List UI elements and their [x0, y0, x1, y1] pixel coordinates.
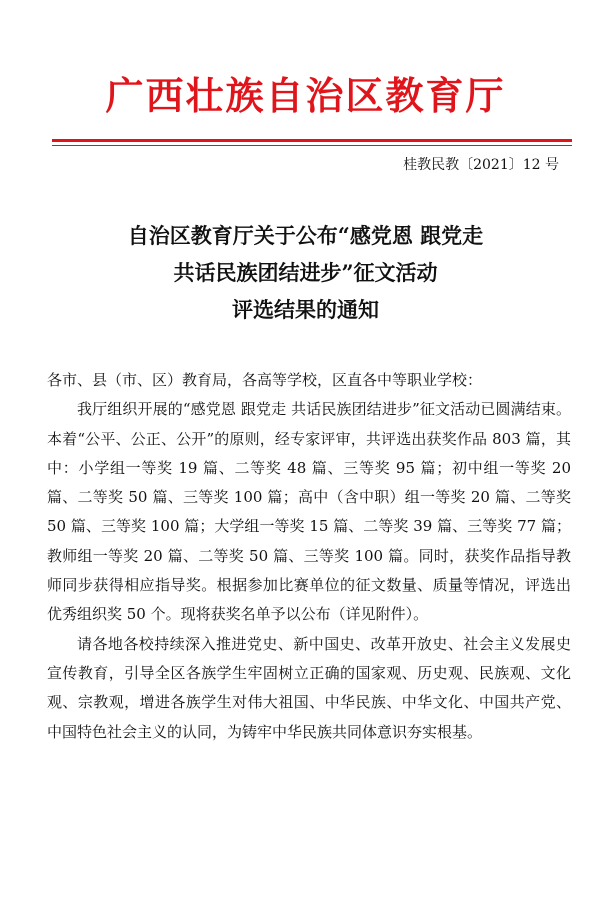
document-title [0, 217, 611, 328]
title-line-3: 评选结果的通知 [232, 297, 379, 322]
salutation: 各市、县（市、区）教育局，各高等学校，区直各中等职业学校： [47, 371, 483, 389]
header-divider-thick [52, 139, 572, 142]
document-number: 桂教民教〔2021〕12 号 [403, 157, 559, 173]
header-divider-thin [52, 145, 572, 146]
title-line-2: 共话民族团结进步”征文活动 [173, 260, 438, 285]
document-body [47, 366, 571, 747]
issuing-authority-header: 广西壮族自治区教育厅 [105, 73, 506, 118]
title-line-1: 自治区教育厅关于公布“感党恩 跟党走 [127, 223, 484, 248]
body-paragraph-2: 请各地各校持续深入推进党史、新中国史、改革开放史、社会主义发展史宣传教育，引导全区各族学生牢固树立正确的国家观、历史观、民族观、文化观、宗教观，增进各族学生对伟大祖国、中华民族、中华文化、中国共产党、中国特色社会主义的认同，为铸牢中华民族共同体意识夯实根基。 [47, 634, 571, 741]
body-paragraph-1: 我厅组织开展的“感党恩 跟党走 共话民族团结进步”征文活动已圆满结束。本着“公平、公正、公开”的原则，经专家评审，共评选出获奖作品 803 篇，其中：小学组一等奖 19 篇、二等奖 48 篇、三等奖 95 篇；初中组一等奖 20 篇、二等奖 50 篇、三等奖 100 篇；高中（含中职）组一等奖 20 篇、二等奖 50 篇、三等奖 100 篇；大学组一等奖 15 篇、二等奖 39 篇、三等奖 77 篇；教师组一等奖 20 篇、二等奖 50 篇、三等奖 100 篇。同时，获奖作品指导教师同步获得相应指导奖。根据参加比赛单位的征文数量、质量等情况，评选出优秀组织奖 50 个。现将获奖名单予以公布（详见附件）。 [47, 400, 571, 624]
